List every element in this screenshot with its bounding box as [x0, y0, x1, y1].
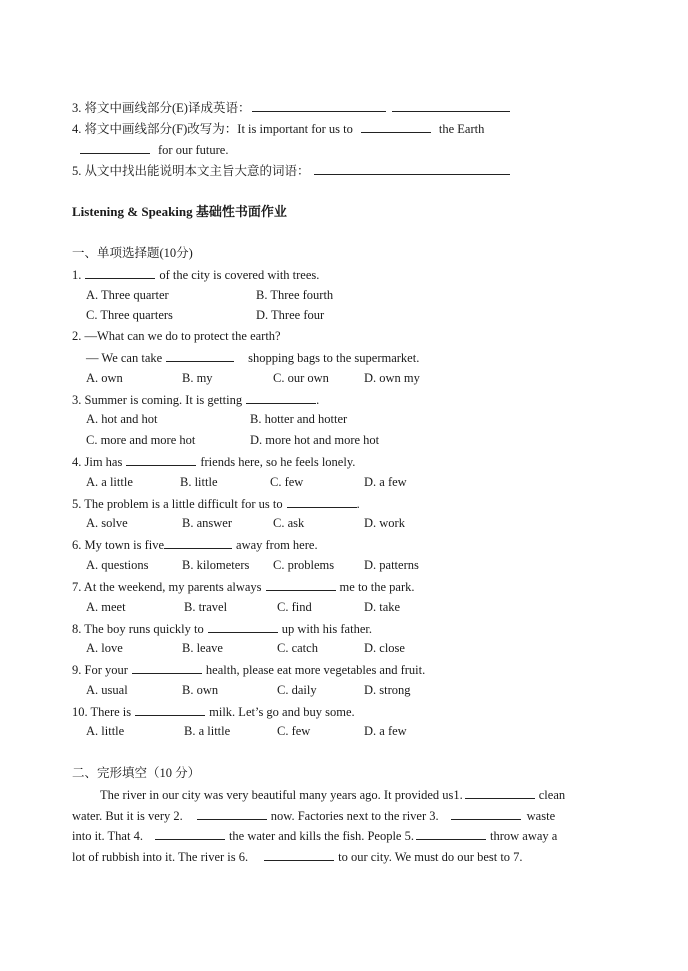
option: A. meet — [86, 600, 126, 614]
option: C. Three quarters — [86, 308, 173, 322]
question-10 — [72, 703, 355, 720]
option: B. kilometers — [182, 558, 250, 572]
question-3 — [72, 391, 319, 408]
top-q3 — [72, 99, 510, 116]
question-text: me to the park. — [339, 580, 415, 594]
question-text: friends here, so he feels lonely. — [200, 455, 356, 469]
part1-title: 一、单项选择题(10分) — [72, 246, 193, 260]
cloze-line-4 — [72, 848, 523, 865]
question-text: health, please eat more vegetables and fruit. — [205, 663, 426, 677]
option: A. little — [86, 724, 125, 738]
option: C. find — [277, 600, 312, 614]
option: B. my — [182, 371, 213, 385]
option: D. a few — [364, 475, 407, 489]
question-8 — [72, 620, 372, 637]
section-title: Listening & Speaking 基础性书面作业 — [72, 204, 287, 219]
cloze-line-3 — [72, 827, 557, 844]
cloze-text: throw away a — [489, 829, 558, 843]
option: B. travel — [184, 600, 228, 614]
option: B. hotter and hotter — [250, 412, 348, 426]
question-text: . — [356, 497, 360, 511]
cloze-text: to our city. We must do our best to 7. — [338, 850, 523, 864]
option: D. take — [364, 600, 401, 614]
answer-blank — [166, 349, 234, 362]
cloze-text: now. Factories next to the river 3. — [270, 809, 439, 823]
answer-blank — [314, 162, 510, 175]
cloze-text: clean — [538, 788, 566, 802]
question-text: 7. At the weekend, my parents always — [72, 580, 262, 594]
question-text: 10. There is — [72, 705, 132, 719]
answer-blank — [132, 661, 202, 674]
option: D. close — [364, 641, 405, 655]
option: A. love — [86, 641, 123, 655]
option: B. a little — [184, 724, 231, 738]
answer-blank — [465, 786, 535, 799]
option: B. answer — [182, 516, 232, 530]
answer-blank — [252, 99, 386, 112]
option: A. Three quarter — [86, 288, 169, 302]
question-text: up with his father. — [281, 622, 372, 636]
option: C. few — [270, 475, 304, 489]
question-2: 2. —What can we do to protect the earth? — [72, 329, 281, 343]
option: B. own — [182, 683, 219, 697]
top-q4-text2: the Earth — [438, 122, 485, 136]
option: C. problems — [273, 558, 335, 572]
answer-blank — [80, 141, 150, 154]
option: D. more hot and more hot — [250, 433, 380, 447]
option: D. work — [364, 516, 405, 530]
top-q4-text3: for our future. — [158, 143, 229, 157]
question-9 — [72, 661, 425, 678]
question-text: 8. The boy runs quickly to — [72, 622, 204, 636]
answer-blank — [266, 578, 336, 591]
answer-blank — [208, 620, 278, 633]
top-q4 — [72, 120, 484, 137]
option: D. own my — [364, 371, 420, 385]
question-text: 5. The problem is a little difficult for us to — [72, 497, 283, 511]
option: D. patterns — [364, 558, 419, 572]
option: C. few — [277, 724, 311, 738]
top-q5-text: 5. 从文中找出能说明本文主旨大意的词语： — [72, 164, 310, 178]
option: D. a few — [364, 724, 407, 738]
question-text: — We can take — [86, 351, 163, 365]
question-6 — [72, 536, 318, 553]
question-text: 4. Jim has — [72, 455, 123, 469]
option: A. usual — [86, 683, 128, 697]
answer-blank — [287, 495, 357, 508]
question-4 — [72, 453, 355, 470]
question-text: . — [316, 393, 320, 407]
option: C. daily — [277, 683, 317, 697]
question-text: shopping bags to the supermarket. — [248, 351, 420, 365]
option: A. own — [86, 371, 123, 385]
cloze-text: waste — [526, 809, 556, 823]
answer-blank — [155, 827, 225, 840]
answer-blank — [246, 391, 316, 404]
option: C. ask — [273, 516, 305, 530]
cloze-text: the water and kills the fish. People 5. — [228, 829, 414, 843]
top-q4-text: 4. 将文中画线部分(F)改写为：It is important for us to — [72, 122, 353, 136]
top-q5 — [72, 162, 510, 179]
option: A. questions — [86, 558, 149, 572]
question-text: of the city is covered with trees. — [159, 268, 320, 282]
option: C. catch — [277, 641, 318, 655]
cloze-text: into it. That 4. — [72, 829, 143, 843]
cloze-line-2 — [72, 807, 555, 824]
question-5 — [72, 495, 360, 512]
answer-blank — [164, 536, 232, 549]
answer-blank — [126, 453, 196, 466]
question-text: 9. For your — [72, 663, 128, 677]
answer-blank — [416, 827, 486, 840]
question-1 — [72, 266, 319, 283]
part2-title: 二、完形填空（10 分） — [72, 766, 201, 780]
cloze-text: The river in our city was very beautiful many years ago. It provided us1. — [100, 788, 463, 802]
answer-blank — [392, 99, 510, 112]
answer-blank — [361, 120, 431, 133]
question-text: milk. Let’s go and buy some. — [209, 705, 355, 719]
option: C. more and more hot — [86, 433, 196, 447]
answer-blank — [85, 266, 155, 279]
answer-blank — [451, 807, 521, 820]
cloze-text: lot of rubbish into it. The river is 6. — [72, 850, 249, 864]
answer-blank — [264, 848, 334, 861]
question-number: 1. — [72, 268, 82, 282]
option: B. little — [180, 475, 218, 489]
cloze-line-1 — [100, 786, 565, 803]
option: D. Three four — [256, 308, 325, 322]
option: C. our own — [273, 371, 329, 385]
option: A. a little — [86, 475, 133, 489]
option: A. solve — [86, 516, 128, 530]
answer-blank — [197, 807, 267, 820]
option: B. leave — [182, 641, 223, 655]
answer-blank — [135, 703, 205, 716]
question-text: 6. My town is five — [72, 538, 165, 552]
question-text: away from here. — [236, 538, 318, 552]
question-text: 3. Summer is coming. It is getting — [72, 393, 243, 407]
cloze-text: water. But it is very 2. — [72, 809, 183, 823]
top-q3-text: 3. 将文中画线部分(E)译成英语： — [72, 101, 251, 115]
top-q4-cont — [80, 141, 228, 158]
question-7 — [72, 578, 415, 595]
option: A. hot and hot — [86, 412, 158, 426]
option: D. strong — [364, 683, 411, 697]
question-2-line2 — [86, 349, 419, 366]
option: B. Three fourth — [256, 288, 334, 302]
